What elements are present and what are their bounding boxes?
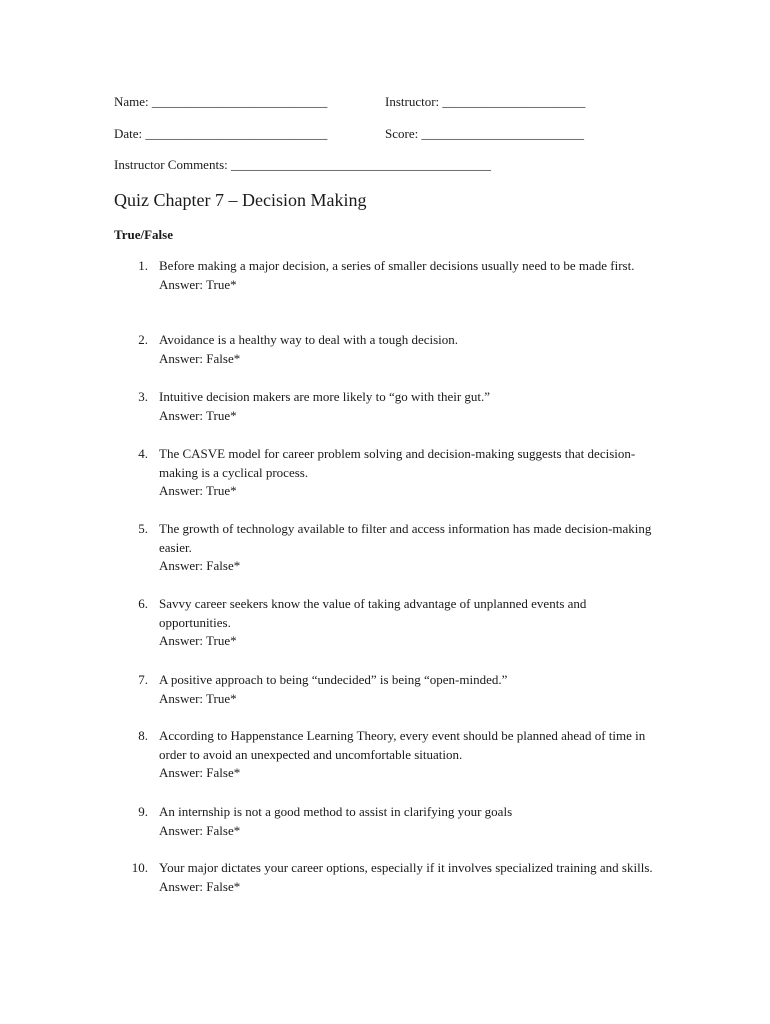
question-number: 5. [138,521,148,536]
question-text: Before making a major decision, a series of smaller decisions usually need to be made first. [159,258,635,273]
question-answer: Answer: True* [159,633,237,648]
section-heading: True/False [114,227,173,242]
question-number: 8. [138,728,148,743]
question-number: 1. [138,258,148,273]
question-answer: Answer: False* [159,558,241,573]
question-answer: Answer: True* [159,483,237,498]
question-text: The CASVE model for career problem solving and decision-making suggests that decision- making is a cyclical process. [159,446,636,480]
question-answer: Answer: True* [159,407,237,423]
instructor-comments-field: Instructor Comments: ________________________________________ [114,157,491,172]
question-text: According to Happenstance Learning Theory, every event should be planned ahead of time in order to avoid an unexpected and uncomfortable situation. [159,728,646,762]
question-answer: Answer: False* [159,878,241,894]
question-text: Avoidance is a healthy way to deal with a tough decision. [159,332,459,347]
date-field: Date: ____________________________ [114,126,328,141]
question-number: 6. [138,596,148,611]
question-answer: Answer: True* [159,690,237,706]
question-number: 2. [138,332,148,347]
question-text: An internship is not a good method to assist in clarifying your goals [159,804,513,819]
question-text: A positive approach to being “undecided” is being “open-minded.” [159,672,508,687]
question-text: Your major dictates your career options, especially if it involves specialized training and skills. [159,860,653,875]
instructor-field: Instructor: ______________________ [385,94,586,109]
question-answer: Answer: False* [159,822,241,838]
question-answer: Answer: True* [159,276,237,292]
question-answer: Answer: False* [159,350,241,366]
question-number: 10. [131,860,148,875]
question-answer: Answer: False* [159,765,241,780]
page-title: Quiz Chapter 7 – Decision Making [114,190,367,210]
question-number: 9. [138,804,148,819]
question-text: Intuitive decision makers are more likely to “go with their gut.” [159,389,491,404]
question-number: 3. [138,389,148,404]
question-text: Savvy career seekers know the value of taking advantage of unplanned events and opportunities. [159,596,587,630]
question-text: The growth of technology available to filter and access information has made decision-making easier. [159,521,652,555]
question-number: 7. [138,672,148,687]
question-number: 4. [138,446,148,461]
score-field: Score: _________________________ [385,126,584,141]
name-field: Name: ___________________________ [114,94,328,109]
